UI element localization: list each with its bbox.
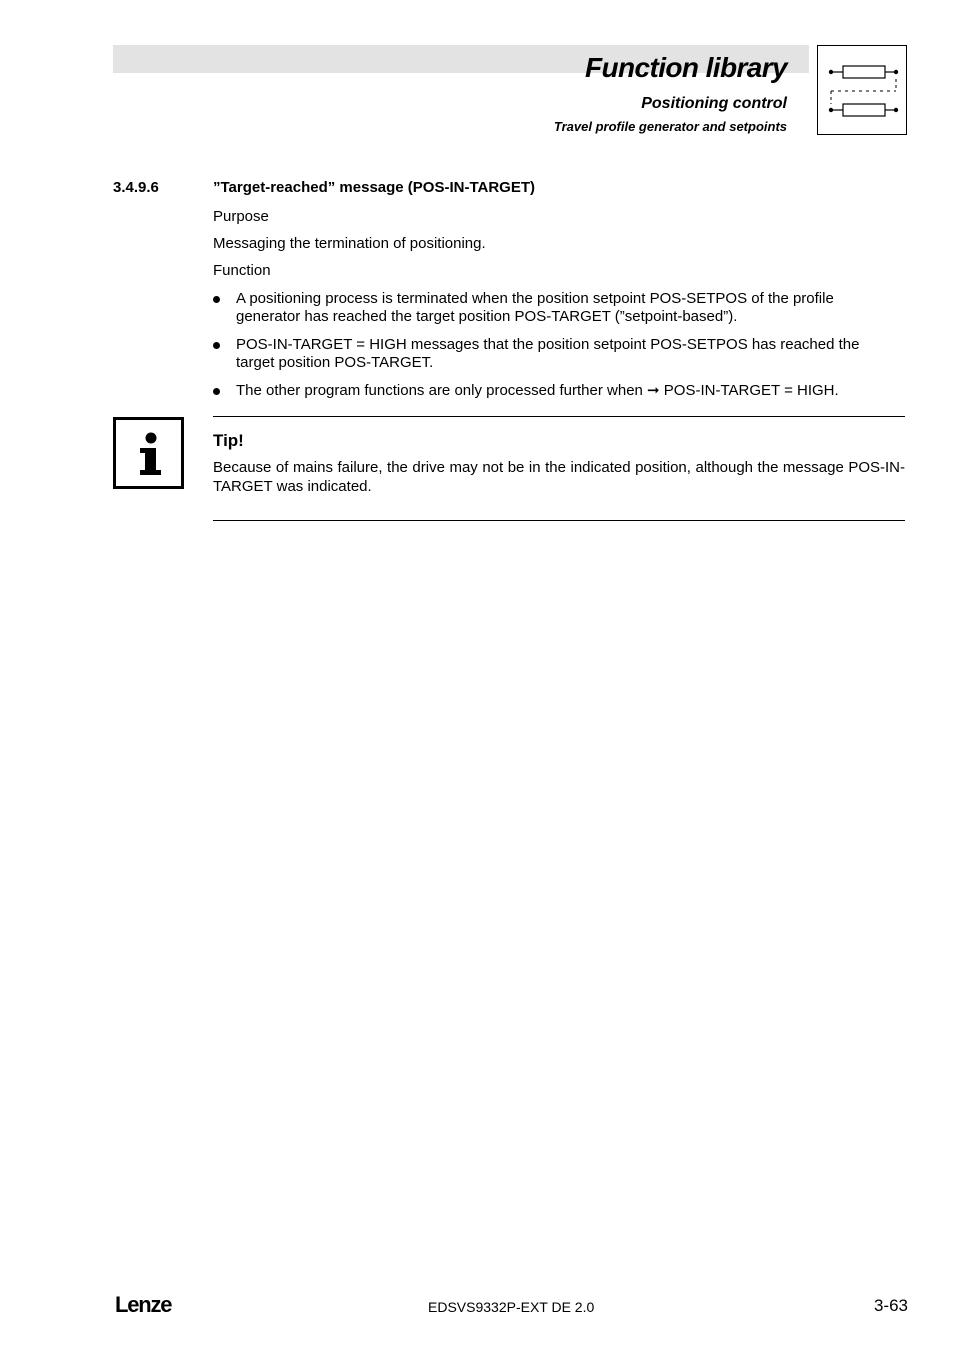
tip-text: Because of mains failure, the drive may not be in the indicated position, although the message POS-IN-TARGET was indicated. <box>213 459 905 495</box>
lenze-logo: Lenze <box>115 1292 172 1317</box>
section-heading: ”Target-reached” message (POS-IN-TARGET) <box>213 179 536 196</box>
page-number: 3-63 <box>873 1296 908 1315</box>
list-item <box>213 290 913 326</box>
list-item <box>213 382 913 400</box>
function-block-icon <box>817 45 907 135</box>
function-label: Function <box>213 262 271 279</box>
purpose-text: Messaging the termination of positioning. <box>213 235 486 252</box>
section-number: 3.4.9.6 <box>113 179 159 196</box>
bullet-line: target position POS-TARGET. <box>236 354 434 371</box>
info-icon <box>113 417 184 489</box>
section-title: Positioning control <box>641 95 787 112</box>
bullet-icon <box>213 388 220 395</box>
bullet-line: The other program functions are only processed further when ➞ POS-IN-TARGET = HIGH. <box>236 382 839 399</box>
bullet-icon <box>213 296 220 303</box>
chapter-title: Function library <box>585 52 787 83</box>
tip-top-rule <box>213 416 905 417</box>
subsection-title: Travel profile generator and setpoints <box>553 119 787 134</box>
document-id: EDSVS9332P-EXT DE 2.0 <box>428 1299 595 1315</box>
list-item <box>213 336 913 372</box>
tip-bottom-rule <box>213 520 905 521</box>
bullet-line: A positioning process is terminated when the position setpoint POS-SETPOS of the profile <box>236 290 834 307</box>
purpose-label: Purpose <box>213 208 269 225</box>
bullet-line: generator has reached the target position POS-TARGET (”setpoint-based”). <box>236 308 738 325</box>
tip-label: Tip! <box>213 431 244 450</box>
bullet-icon <box>213 342 220 349</box>
bullet-line: POS-IN-TARGET = HIGH messages that the position setpoint POS-SETPOS has reached the <box>236 336 860 353</box>
function-bullet-list <box>213 290 913 410</box>
